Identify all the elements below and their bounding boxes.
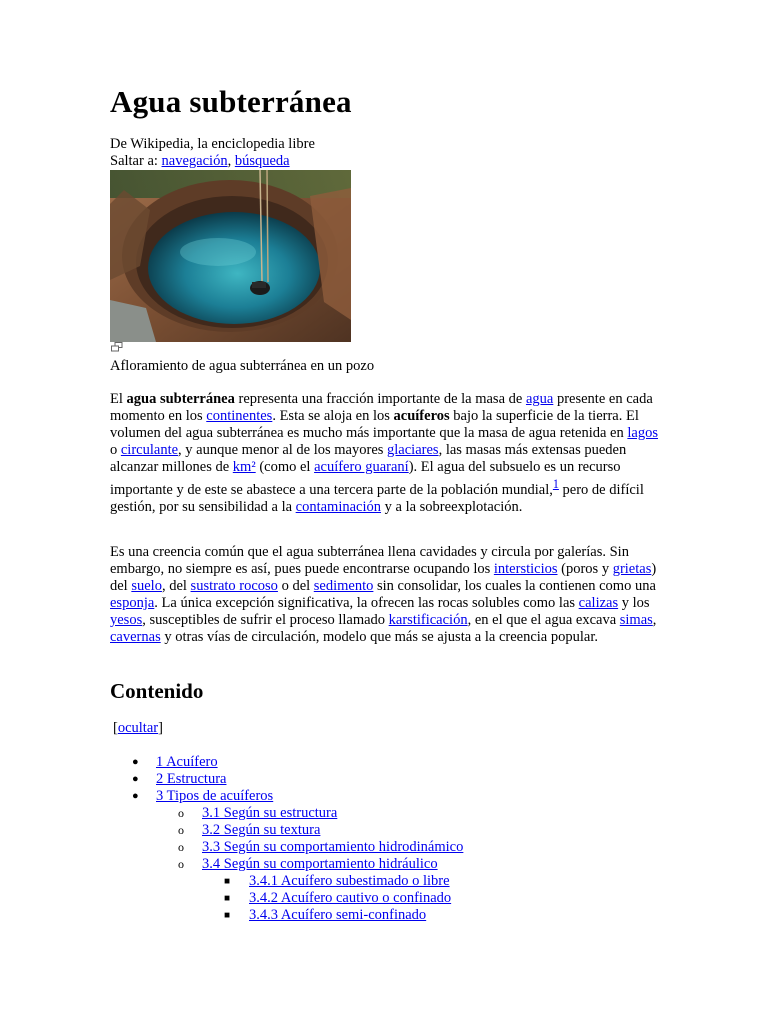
- toc-item: [110, 771, 463, 788]
- circle-bullet-icon: o: [178, 857, 184, 871]
- site-subtitle: [110, 136, 315, 170]
- toc-link-segun-textura[interactable]: 3.2 Según su textura: [202, 822, 321, 838]
- text: . Esta se aloja en los: [272, 408, 394, 424]
- bullet-icon: ●: [132, 756, 139, 768]
- image-caption: Afloramiento de agua subterránea en un pozo: [110, 358, 375, 374]
- toc-link-semi-confinado[interactable]: 3.4.3 Acuífero semi-confinado: [249, 907, 427, 923]
- text: . La única excepción significativa, la ofrecen las rocas solubles como las: [154, 595, 579, 611]
- link-yesos[interactable]: yesos: [110, 612, 143, 628]
- text: (como el: [255, 459, 315, 475]
- enlarge-icon[interactable]: [111, 342, 123, 352]
- link-circulante[interactable]: circulante: [120, 442, 179, 458]
- text: , susceptibles de sufrir el proceso llamado: [142, 612, 389, 628]
- well-photo[interactable]: [110, 170, 351, 342]
- link-grietas[interactable]: grietas: [612, 561, 652, 577]
- bullet-icon: ●: [132, 790, 139, 802]
- square-bullet-icon: ■: [224, 876, 231, 887]
- link-esponja[interactable]: esponja: [110, 595, 155, 611]
- hide-toc-link[interactable]: ocultar: [117, 720, 159, 736]
- circle-bullet-icon: o: [178, 823, 184, 837]
- second-paragraph: [110, 544, 660, 646]
- text: presente en cada momento en los: [110, 391, 653, 424]
- comma-separator: ,: [227, 153, 232, 169]
- from-line: De Wikipedia, la enciclopedia libre: [110, 136, 315, 152]
- text: pero de difícil gestión, por su sensibilidad a la: [110, 481, 644, 515]
- toc-link-hidraulico[interactable]: 3.4 Según su comportamiento hidráulico: [202, 856, 438, 872]
- bracket: [: [113, 720, 118, 736]
- toc-link-confinado[interactable]: 3.4.2 Acuífero cautivo o confinado: [249, 890, 452, 906]
- search-link[interactable]: búsqueda: [234, 153, 290, 169]
- square-bullet-icon: ■: [224, 910, 231, 921]
- link-intersticios[interactable]: intersticios: [493, 561, 558, 577]
- table-of-contents: [110, 754, 463, 924]
- toc-item: [110, 788, 463, 805]
- bracket: ]: [158, 720, 163, 736]
- toc-link-estructura[interactable]: 2 Estructura: [156, 771, 227, 787]
- toc-item: [110, 890, 463, 907]
- link-contaminacion[interactable]: contaminación: [295, 498, 382, 515]
- toc-item: [110, 839, 463, 856]
- text: y los: [618, 595, 650, 611]
- text: ). El agua del subsuelo es un recurso importante y de este se abastece a una tercera parte de la población mundial,: [110, 459, 621, 498]
- text: o del: [277, 578, 314, 594]
- text: , del: [161, 578, 191, 594]
- link-sedimento[interactable]: sedimento: [313, 578, 374, 594]
- toc-item: [110, 754, 463, 771]
- toc-toggle: [113, 720, 163, 737]
- text: ,: [652, 612, 657, 628]
- navigation-link[interactable]: navegación: [161, 153, 228, 169]
- toc-link-acuifero[interactable]: 1 Acuífero: [156, 754, 218, 770]
- text: bajo la superficie de la tierra. El volumen del agua subterránea es mucho más importante que la masa de agua retenida en: [110, 408, 639, 441]
- bold-term-agua-subterranea: agua subterránea: [126, 391, 235, 407]
- toc-item: [110, 822, 463, 839]
- link-glaciares[interactable]: glaciares: [387, 442, 439, 458]
- circle-bullet-icon: o: [178, 806, 184, 820]
- toc-item: [110, 805, 463, 822]
- text: , y aunque menor al de los mayores: [178, 442, 388, 458]
- link-suelo[interactable]: suelo: [131, 578, 162, 594]
- link-acuifero-guarani[interactable]: acuífero guaraní: [314, 459, 409, 475]
- link-lagos[interactable]: lagos: [627, 425, 658, 441]
- toc-item: [110, 907, 463, 924]
- toc-heading: Contenido: [110, 679, 204, 703]
- toc-link-hidrodinamico[interactable]: 3.3 Según su comportamiento hidrodinámico: [202, 839, 464, 855]
- text: representa una fracción importante de la masa de: [234, 391, 526, 407]
- text: , en el que el agua excava: [467, 612, 620, 628]
- toc-link-tipos-de-acuiferos[interactable]: 3 Tipos de acuíferos: [156, 788, 274, 804]
- text: , las masas más extensas pueden alcanzar millones de: [110, 442, 627, 475]
- text: (poros y: [557, 561, 613, 577]
- reference-1[interactable]: 1: [552, 477, 559, 491]
- well-photo-image: [110, 170, 351, 342]
- toc-item: [110, 873, 463, 890]
- text: Es una creencia común que el agua subterránea llena cavidades y circula por galerías. Sin embargo, no siempre es así, pues puede encontrarse ocupando los: [110, 544, 629, 577]
- bold-term-acuiferos: acuíferos: [393, 408, 450, 424]
- text: sin consolidar, los cuales la contienen como una: [373, 578, 656, 594]
- text: El: [110, 391, 127, 407]
- link-agua[interactable]: agua: [525, 391, 554, 407]
- link-cavernas[interactable]: cavernas: [110, 629, 161, 645]
- text: y a la sobreexplotación.: [381, 498, 523, 515]
- link-km2[interactable]: km²: [232, 459, 256, 475]
- toc-item: [110, 856, 463, 873]
- intro-paragraph: [110, 391, 660, 516]
- text: ) del: [110, 561, 657, 594]
- link-sustrato-rocoso[interactable]: sustrato rocoso: [190, 578, 278, 594]
- bullet-icon: ●: [132, 773, 139, 785]
- text: y otras vías de circulación, modelo que más se ajusta a la creencia popular.: [160, 629, 598, 645]
- text: o: [110, 442, 121, 458]
- toc-link-segun-estructura[interactable]: 3.1 Según su estructura: [202, 805, 338, 821]
- circle-bullet-icon: o: [178, 840, 184, 854]
- jump-to-label: Saltar a:: [110, 153, 158, 169]
- link-simas[interactable]: simas: [619, 612, 653, 628]
- link-continentes[interactable]: continentes: [206, 408, 273, 424]
- page-title: Agua subterránea: [110, 84, 352, 119]
- link-karstificacion[interactable]: karstificación: [388, 612, 468, 628]
- link-calizas[interactable]: calizas: [578, 595, 619, 611]
- toc-link-libre[interactable]: 3.4.1 Acuífero subestimado o libre: [249, 873, 450, 889]
- jump-links: [110, 153, 315, 170]
- square-bullet-icon: ■: [224, 893, 231, 904]
